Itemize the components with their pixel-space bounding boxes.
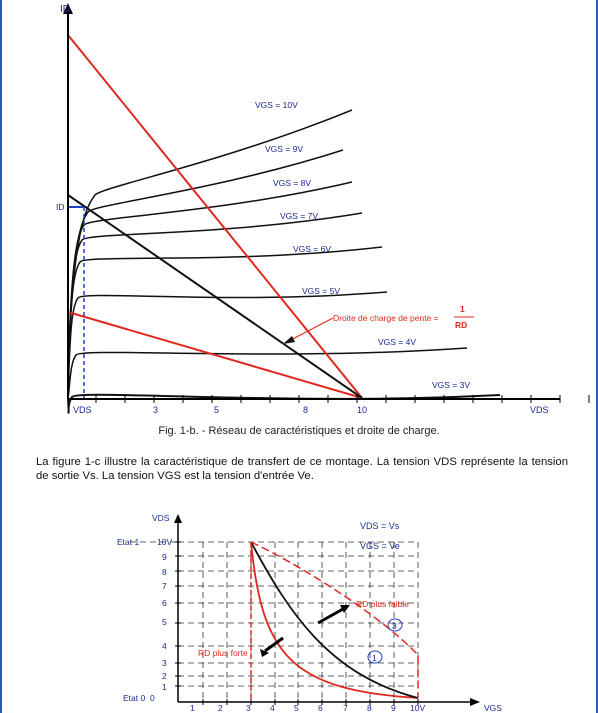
figure-1c-y-axis-label: VDS (152, 513, 170, 523)
figure-1c-y-axis-arrow (174, 514, 182, 523)
x-tick-label-2: 2 (218, 703, 223, 713)
figure-1c-y-tick-labels (157, 537, 172, 692)
curve-label-vgs-5: VGS = 5V (302, 286, 341, 296)
x-tick-label-3: 3 (246, 703, 251, 713)
load-line-label-pointer-head (283, 336, 295, 344)
x-tick-label-9: 9 (391, 703, 396, 713)
legend-vgs-ve: VGS = Ve (360, 541, 400, 551)
curve-label-vgs-3: VGS = 3V (432, 380, 471, 390)
curve-label-vgs-7: VGS = 7V (280, 211, 319, 221)
y-tick-label-0: 0 (150, 693, 155, 703)
figure-1c-x-tick-labels (190, 703, 425, 713)
y-tick-label-4: 4 (162, 641, 167, 651)
figure-1c-dashed-grid (130, 542, 418, 702)
x-tick-label-3: 3 (153, 405, 159, 415)
curve-label-vgs-10: VGS = 10V (255, 100, 298, 110)
y-tick-label-10: 10V (157, 537, 173, 547)
y-tick-label-8: 8 (162, 567, 167, 577)
legend-vds-vs: VDS = Vs (360, 521, 400, 531)
x-tick-label-7: 7 (343, 703, 348, 713)
x-tick-label-4: 4 (270, 703, 275, 713)
load-line-slope-label: Droite de charge de pente = (333, 313, 439, 323)
figure-1b-axes (63, 3, 589, 403)
y-tick-label-5: 5 (162, 617, 167, 627)
x-tick-label-6: 6 (318, 703, 323, 713)
vgs-characteristic-curve-7 (68, 213, 362, 399)
rd-stronger-label: RD plus forte (198, 648, 248, 658)
curve-label-vgs-4: VGS = 4V (378, 337, 417, 347)
body-paragraph (36, 455, 568, 483)
transfer-curve-3-rd-weaker (251, 542, 418, 698)
load-line-shallow-red (68, 312, 362, 398)
vgs-characteristic-curve-6 (68, 247, 382, 399)
x-tick-label-8: 8 (367, 703, 372, 713)
figure-1c-x-axis-label: VGS (484, 703, 502, 713)
vgs-characteristic-curve-3 (68, 395, 500, 413)
curve-label-vgs-9: VGS = 9V (265, 144, 304, 154)
figure-1c-x-axis-arrow (470, 698, 480, 706)
figure-1c-axes (174, 514, 480, 706)
rd-stronger-arrow (265, 638, 283, 651)
figure-1b-caption: Fig. 1-b. - Réseau de caractéristiques et droite de charge. (158, 425, 440, 437)
x-tick-label-5: 5 (294, 703, 299, 713)
figure-1b-x-axis-label: VDS (530, 405, 549, 415)
transfer-curve-rd-stronger (251, 542, 418, 698)
slope-fraction-numerator: 1 (460, 304, 465, 314)
curve-3-number: 3 (392, 621, 397, 631)
y-tick-label-7: 7 (162, 581, 167, 591)
x-tick-label-5: 5 (214, 405, 220, 415)
vgs-characteristic-curve-10 (68, 110, 352, 399)
body-paragraph-text: La figure 1-c illustre la caractéristique de transfert de ce montage. La tension VDS représente la tension de sortie Vs. La tension VGS est la tension d'entrée Ve. (36, 456, 568, 482)
id-operating-marker-label: ID (56, 202, 65, 212)
vgs-characteristic-curve-4 (68, 348, 467, 399)
curve-1-number: 1 (372, 653, 377, 663)
y-tick-label-1: 1 (162, 682, 167, 692)
y-tick-label-6: 6 (162, 598, 167, 608)
slope-fraction-denominator: RD (455, 320, 468, 330)
x-tick-label-1: 1 (190, 703, 195, 713)
x-tick-label-10: 10V (410, 703, 426, 713)
etat-0-label: Etat 0 (123, 693, 146, 703)
y-tick-label-2: 2 (162, 671, 167, 681)
y-tick-label-9: 9 (162, 552, 167, 562)
curve-label-vgs-8: VGS = 8V (273, 178, 312, 188)
rd-weaker-label: RD plus faible (356, 599, 409, 609)
y-tick-label-3: 3 (162, 658, 167, 668)
x-tick-label-10: 10 (357, 405, 368, 415)
transfer-curve-1 (251, 542, 418, 698)
figure-1b-y-axis-label: ID (60, 4, 70, 15)
x-tick-label-8: 8 (303, 405, 309, 415)
curve-label-vgs-6: VGS = 6V (293, 244, 332, 254)
figure-1b-curves (68, 110, 500, 413)
figure-1c-transfer-chart (0, 505, 598, 713)
x-tick-label-vds: VDS (73, 405, 92, 415)
figure-1b-x-tick-labels (73, 405, 367, 415)
etat-1-label: Etat 1 (117, 537, 140, 547)
